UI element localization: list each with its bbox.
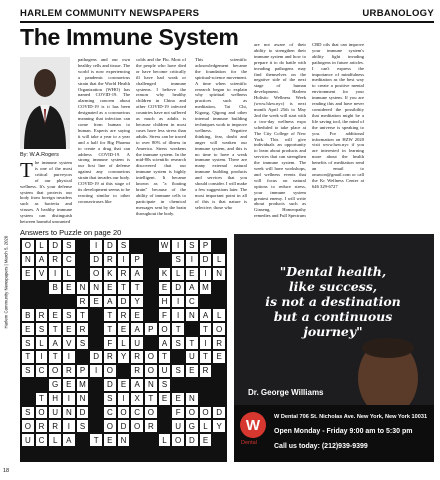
article-column-1 xyxy=(20,160,72,225)
grid-black-square xyxy=(171,378,185,392)
grid-letter-cell: P xyxy=(199,239,213,253)
grid-letter-cell: I xyxy=(62,419,76,433)
article-column-3: colds and the Flu. Most of the people who have died or have become critically ill have had weak or challenged immune systems. I believe the reason why healthy children in China and other COVID-19 infected countries have not suffered as much as adults is because children in most cases have less stress than adults. Stress can be traced to over 80% of illness in America. Stress weakens the immune system. In the mid-80s scientific research discovered that our immune system is highly intelligent. It became known as "a floating brain" because of the ability of immune cells to participate in chemical messages sent by the brain throughout the body. xyxy=(136,57,186,216)
ad-phone: Call us today: (212)939-9399 xyxy=(274,443,368,450)
grid-black-square xyxy=(89,447,103,461)
grid-letter-cell: L xyxy=(212,253,226,267)
grid-letter-cell: R xyxy=(35,419,49,433)
grid-black-square xyxy=(158,253,172,267)
grid-letter-cell: O xyxy=(21,419,35,433)
grid-letter-cell: Y xyxy=(130,295,144,309)
ad-quote-line: but a continuous xyxy=(273,309,393,324)
grid-letter-cell: M xyxy=(76,378,90,392)
grid-black-square xyxy=(35,378,49,392)
grid-letter-cell: E xyxy=(89,295,103,309)
grid-letter-cell: Y xyxy=(212,419,226,433)
article-column-5: are not aware of their ability to strengthen their immune system and how to prepare it to do battle with invading pathogens may find themselves on the negative side of the next stage of human development. Harlem Holistic Wellness Week (www.hlzw.nyc) is next month April 25th to May 2nd the week will start with a two-day wellness expo scheduled to take place at The City College of New York. This will give individuals an opportunity to learn about products and services that can strengthen the immune system. The week will have workshops, and wellness events that will focus on natural options to reduce stress, your immune system greatest enemy. I will write about products such as Ginseng, Homeopathy remedies and Full Spectrum xyxy=(254,42,306,219)
grid-letter-cell: T xyxy=(48,350,62,364)
grid-letter-cell: D xyxy=(185,433,199,447)
grid-letter-cell: T xyxy=(144,392,158,406)
publication-name: HARLEM COMMUNITY NEWSPAPERS xyxy=(20,7,200,19)
grid-letter-cell: U xyxy=(158,364,172,378)
grid-letter-cell: A xyxy=(35,253,49,267)
grid-black-square xyxy=(171,447,185,461)
grid-letter-cell: V xyxy=(62,336,76,350)
grid-letter-cell: T xyxy=(158,350,172,364)
grid-letter-cell: V xyxy=(35,267,49,281)
grid-letter-cell: D xyxy=(117,295,131,309)
side-caption: Harlem Community Newspapers | March 5, 2020 xyxy=(3,235,9,329)
grid-letter-cell: R xyxy=(35,308,49,322)
grid-letter-cell: S xyxy=(117,239,131,253)
grid-letter-cell: H xyxy=(158,295,172,309)
grid-letter-cell: E xyxy=(185,267,199,281)
grid-letter-cell: D xyxy=(171,281,185,295)
grid-letter-cell: I xyxy=(171,308,185,322)
grid-letter-cell: A xyxy=(103,295,117,309)
grid-black-square xyxy=(185,378,199,392)
grid-letter-cell: C xyxy=(130,406,144,420)
grid-black-square xyxy=(89,308,103,322)
grid-letter-cell: S xyxy=(185,239,199,253)
grid-black-square xyxy=(62,447,76,461)
grid-letter-cell: R xyxy=(48,253,62,267)
grid-letter-cell: E xyxy=(171,392,185,406)
masthead xyxy=(20,6,434,20)
grid-letter-cell: T xyxy=(117,281,131,295)
grid-black-square xyxy=(212,295,226,309)
article-column-6: CBD oils that can improve your immune system's ability fight invading pathogens in future articles. I can't express the importance of mindfulness meditation as the best way to create a positive mental environment for your immune system. If you are reading this and have never considered the possibility that meditation might be a life saving tool, the mind of the universe is speaking to you. For additional information on HZW 2020 visit www.hzw.nyc if you are interested in learning more about the health benefits of meditation send an email to onuwon@gmail.com or call the Kr Wellness Center at 646 329-6727 xyxy=(312,42,364,189)
grid-letter-cell: R xyxy=(144,419,158,433)
grid-letter-cell: I xyxy=(48,267,62,281)
grid-letter-cell: S xyxy=(62,239,76,253)
grid-letter-cell: E xyxy=(117,322,131,336)
grid-letter-cell: I xyxy=(89,239,103,253)
grid-letter-cell: S xyxy=(62,308,76,322)
grid-letter-cell: U xyxy=(171,419,185,433)
grid-letter-cell: I xyxy=(35,350,49,364)
grid-letter-cell: A xyxy=(130,322,144,336)
ad-quote-line: journey" xyxy=(303,324,363,339)
grid-letter-cell: A xyxy=(158,336,172,350)
grid-black-square xyxy=(212,364,226,378)
grid-letter-cell: D xyxy=(76,406,90,420)
page-number: 18 xyxy=(3,468,10,474)
grid-letter-cell: A xyxy=(62,433,76,447)
grid-letter-cell: L xyxy=(199,419,213,433)
grid-black-square xyxy=(117,364,131,378)
grid-letter-cell: E xyxy=(158,281,172,295)
grid-black-square xyxy=(89,406,103,420)
grid-letter-cell: T xyxy=(171,322,185,336)
ad-quote-line: is not a destination xyxy=(265,294,401,309)
grid-letter-cell: S xyxy=(171,336,185,350)
grid-letter-cell: S xyxy=(171,253,185,267)
article-column-4: This scientific acknowledgement became the foundation for the spiritual-science movement. A time when scientific research began to explain why spiritual wellness practices such as meditation, Tai Chi, Kigong, Qigong and other internal immune building techniques work to improve wellness. Negative thinking, fear, doubt and anger will weaken our immune system, and this is no time to have a weak immune system. There are many external natural immune building products and services that you should consider. I will make a few suggestions later. The most important point in all of this is that nature is selective; those who xyxy=(195,57,247,210)
ad-hours: Open Monday - Friday 9:00 am to 5:30 pm xyxy=(274,428,413,435)
grid-letter-cell: E xyxy=(103,281,117,295)
article-column-2: pathogens and our own healthy cells and tissue. The world is now experiencing a pandemic coronavirus strain that the World Health Organization (WHO) has named COVID-19. The alarming concern about COVID-19 is it has been designated as a coronavirus meaning that infection can come from human to human. Experts are saying it will take a year to a year and a half for Big Pharma to create a drug that can address COVID-19. A strong immune system is our first line of defense against any coronavirus strain that invades our body. COVID-19 at this stage of its development seems to be reacting similar to other coronaviruses like xyxy=(78,57,130,204)
grid-black-square xyxy=(199,392,213,406)
grid-letter-cell: A xyxy=(185,281,199,295)
ad-quote-line: like success, xyxy=(288,279,378,294)
grid-black-square xyxy=(144,281,158,295)
grid-letter-cell: C xyxy=(35,433,49,447)
article-headline: The Immune System xyxy=(20,24,239,50)
grid-letter-cell: U xyxy=(130,336,144,350)
grid-letter-cell: T xyxy=(89,433,103,447)
grid-letter-cell: F xyxy=(103,336,117,350)
grid-letter-cell: S xyxy=(21,364,35,378)
grid-letter-cell: E xyxy=(212,350,226,364)
grid-letter-cell: N xyxy=(76,392,90,406)
grid-black-square xyxy=(48,295,62,309)
grid-letter-cell: X xyxy=(130,392,144,406)
grid-letter-cell: D xyxy=(199,253,213,267)
grid-black-square xyxy=(76,433,90,447)
grid-black-square xyxy=(199,295,213,309)
grid-letter-cell: L xyxy=(35,239,49,253)
grid-letter-cell: R xyxy=(212,336,226,350)
grid-letter-cell: S xyxy=(158,378,172,392)
grid-letter-cell: U xyxy=(48,406,62,420)
grid-black-square xyxy=(48,447,62,461)
grid-letter-cell: O xyxy=(158,322,172,336)
grid-letter-cell: N xyxy=(76,281,90,295)
grid-letter-cell: Y xyxy=(117,350,131,364)
grid-black-square xyxy=(144,253,158,267)
grid-letter-cell: R xyxy=(199,364,213,378)
grid-letter-cell: O xyxy=(21,239,35,253)
grid-black-square xyxy=(212,239,226,253)
grid-letter-cell: L xyxy=(35,336,49,350)
grid-black-square xyxy=(130,433,144,447)
grid-letter-cell: I xyxy=(199,336,213,350)
grid-black-square xyxy=(62,295,76,309)
grid-letter-cell: O xyxy=(199,406,213,420)
ad-quote xyxy=(248,264,418,339)
grid-letter-cell: T xyxy=(199,322,213,336)
grid-black-square xyxy=(199,447,213,461)
grid-letter-cell: N xyxy=(185,308,199,322)
grid-black-square xyxy=(35,447,49,461)
grid-letter-cell: I xyxy=(199,267,213,281)
grid-letter-cell: N xyxy=(144,378,158,392)
ad-address: W Dental 706 St. Nicholas Ave. New York, New York 10031 xyxy=(274,414,428,420)
grid-letter-cell: L xyxy=(48,433,62,447)
grid-letter-cell: D xyxy=(117,419,131,433)
grid-letter-cell: O xyxy=(89,267,103,281)
drop-cap: T xyxy=(20,158,33,182)
grid-letter-cell: I xyxy=(171,295,185,309)
grid-letter-cell: I xyxy=(171,239,185,253)
grid-letter-cell: S xyxy=(76,419,90,433)
grid-letter-cell: O xyxy=(144,350,158,364)
masthead-rule xyxy=(20,21,434,23)
grid-letter-cell: A xyxy=(130,267,144,281)
grid-letter-cell: N xyxy=(62,406,76,420)
grid-black-square xyxy=(21,295,35,309)
grid-black-square xyxy=(185,322,199,336)
grid-black-square xyxy=(212,433,226,447)
grid-letter-cell: C xyxy=(103,406,117,420)
grid-letter-cell: P xyxy=(130,253,144,267)
author-photo xyxy=(20,57,70,149)
grid-letter-cell: E xyxy=(130,308,144,322)
grid-letter-cell: R xyxy=(76,322,90,336)
grid-letter-cell: T xyxy=(76,308,90,322)
grid-letter-cell: N xyxy=(117,433,131,447)
grid-letter-cell: B xyxy=(48,281,62,295)
grid-letter-cell: N xyxy=(89,281,103,295)
grid-letter-cell: R xyxy=(76,295,90,309)
grid-letter-cell: O xyxy=(103,364,117,378)
grid-letter-cell: K xyxy=(103,267,117,281)
grid-letter-cell: G xyxy=(48,378,62,392)
grid-black-square xyxy=(171,350,185,364)
ad-quote-line: "Dental health, xyxy=(279,264,387,279)
grid-letter-cell: S xyxy=(103,392,117,406)
grid-letter-cell: S xyxy=(21,336,35,350)
dental-advertisement xyxy=(234,234,434,462)
grid-black-square xyxy=(158,406,172,420)
grid-black-square xyxy=(144,295,158,309)
grid-letter-cell: C xyxy=(35,364,49,378)
grid-letter-cell: T xyxy=(35,392,49,406)
grid-black-square xyxy=(103,447,117,461)
grid-black-square xyxy=(144,267,158,281)
grid-letter-cell: T xyxy=(21,350,35,364)
w-dental-logo: W xyxy=(240,412,266,438)
grid-black-square xyxy=(144,239,158,253)
grid-letter-cell: E xyxy=(62,378,76,392)
grid-letter-cell: E xyxy=(158,392,172,406)
grid-letter-cell: T xyxy=(103,308,117,322)
grid-letter-cell: O xyxy=(144,406,158,420)
grid-letter-cell: D xyxy=(103,378,117,392)
grid-letter-cell: O xyxy=(185,406,199,420)
grid-letter-cell: M xyxy=(199,281,213,295)
grid-letter-cell: L xyxy=(171,267,185,281)
grid-letter-cell: O xyxy=(35,406,49,420)
grid-black-square xyxy=(35,281,49,295)
grid-letter-cell: W xyxy=(158,239,172,253)
grid-letter-cell: O xyxy=(212,322,226,336)
grid-letter-cell: R xyxy=(48,419,62,433)
grid-black-square xyxy=(185,447,199,461)
grid-letter-cell: A xyxy=(48,336,62,350)
grid-letter-cell: I xyxy=(117,392,131,406)
grid-letter-cell: I xyxy=(117,253,131,267)
grid-letter-cell: R xyxy=(117,308,131,322)
grid-letter-cell: N xyxy=(21,253,35,267)
grid-letter-cell: O xyxy=(144,364,158,378)
grid-letter-cell: D xyxy=(48,239,62,253)
grid-black-square xyxy=(199,378,213,392)
grid-letter-cell: E xyxy=(185,364,199,378)
crossword-answer-grid xyxy=(20,238,227,462)
grid-letter-cell: T xyxy=(103,322,117,336)
grid-letter-cell: R xyxy=(103,253,117,267)
doctor-name: Dr. George Williams xyxy=(248,388,324,397)
grid-black-square xyxy=(144,447,158,461)
grid-black-square xyxy=(89,419,103,433)
grid-letter-cell: T xyxy=(199,350,213,364)
grid-black-square xyxy=(212,392,226,406)
grid-letter-cell: C xyxy=(185,295,199,309)
grid-letter-cell: L xyxy=(117,336,131,350)
grid-letter-cell: L xyxy=(212,308,226,322)
puzzle-answers-title: Answers to Puzzle on page 20 xyxy=(20,228,122,237)
grid-letter-cell: R xyxy=(103,350,117,364)
grid-black-square xyxy=(89,336,103,350)
grid-letter-cell: F xyxy=(171,406,185,420)
grid-letter-cell: E xyxy=(103,433,117,447)
grid-black-square xyxy=(35,295,49,309)
grid-letter-cell: U xyxy=(21,433,35,447)
grid-black-square xyxy=(21,447,35,461)
grid-letter-cell: F xyxy=(158,308,172,322)
grid-letter-cell: E xyxy=(62,281,76,295)
grid-black-square xyxy=(76,350,90,364)
grid-black-square xyxy=(89,322,103,336)
grid-letter-cell: P xyxy=(76,364,90,378)
grid-letter-cell: O xyxy=(130,419,144,433)
grid-letter-cell: R xyxy=(117,267,131,281)
grid-letter-cell: D xyxy=(89,253,103,267)
section-name: URBANOLOGY xyxy=(362,7,434,19)
grid-letter-cell: B xyxy=(21,308,35,322)
grid-black-square xyxy=(212,281,226,295)
grid-letter-cell: T xyxy=(185,336,199,350)
grid-letter-cell: N xyxy=(185,392,199,406)
grid-letter-cell: T xyxy=(48,322,62,336)
grid-letter-cell: D xyxy=(212,406,226,420)
grid-letter-cell: E xyxy=(21,267,35,281)
grid-letter-cell: S xyxy=(76,336,90,350)
grid-letter-cell: S xyxy=(35,322,49,336)
article-byline: By: W.A.Rogers xyxy=(20,152,59,158)
grid-letter-cell: E xyxy=(62,322,76,336)
grid-letter-cell: E xyxy=(48,308,62,322)
grid-black-square xyxy=(76,447,90,461)
grid-letter-cell: D xyxy=(103,239,117,253)
grid-letter-cell: P xyxy=(144,322,158,336)
grid-letter-cell: I xyxy=(185,253,199,267)
grid-black-square xyxy=(144,336,158,350)
grid-letter-cell: O xyxy=(48,364,62,378)
grid-letter-cell: T xyxy=(130,281,144,295)
grid-black-square xyxy=(21,378,35,392)
grid-black-square xyxy=(76,239,90,253)
grid-letter-cell: L xyxy=(62,267,76,281)
grid-letter-cell: O xyxy=(171,433,185,447)
grid-letter-cell: S xyxy=(21,406,35,420)
grid-letter-cell: K xyxy=(158,267,172,281)
grid-letter-cell: D xyxy=(89,350,103,364)
grid-letter-cell: E xyxy=(117,378,131,392)
grid-letter-cell: G xyxy=(185,419,199,433)
grid-letter-cell: R xyxy=(130,364,144,378)
grid-letter-cell: E xyxy=(21,322,35,336)
grid-letter-cell: L xyxy=(158,433,172,447)
grid-black-square xyxy=(117,447,131,461)
grid-black-square xyxy=(130,447,144,461)
article-column-1-text: he immune system is one of the most critical purveyors of our physical wellness. It's your defense system that protects our body from foreign invaders such as bacteria and viruses. A healthy immune system can distinguish between harmful unwanted xyxy=(20,160,72,225)
grid-black-square xyxy=(158,419,172,433)
grid-letter-cell: R xyxy=(62,364,76,378)
grid-black-square xyxy=(212,447,226,461)
grid-letter-cell: C xyxy=(62,253,76,267)
grid-letter-cell: O xyxy=(103,419,117,433)
grid-black-square xyxy=(21,281,35,295)
grid-black-square xyxy=(21,392,35,406)
grid-letter-cell: E xyxy=(199,433,213,447)
grid-letter-cell: R xyxy=(130,350,144,364)
grid-letter-cell: H xyxy=(48,392,62,406)
grid-letter-cell: I xyxy=(62,350,76,364)
grid-black-square xyxy=(76,267,90,281)
grid-letter-cell: A xyxy=(199,308,213,322)
grid-letter-cell: A xyxy=(130,378,144,392)
grid-black-square xyxy=(89,378,103,392)
grid-letter-cell: O xyxy=(117,406,131,420)
grid-black-square xyxy=(130,239,144,253)
grid-black-square xyxy=(144,433,158,447)
grid-black-square xyxy=(76,253,90,267)
grid-letter-cell: N xyxy=(212,267,226,281)
grid-letter-cell: I xyxy=(62,392,76,406)
grid-black-square xyxy=(212,378,226,392)
grid-black-square xyxy=(144,308,158,322)
grid-letter-cell: U xyxy=(185,350,199,364)
grid-black-square xyxy=(158,447,172,461)
logo-text: Dental xyxy=(241,440,257,446)
grid-black-square xyxy=(89,392,103,406)
grid-letter-cell: I xyxy=(89,364,103,378)
grid-letter-cell: S xyxy=(171,364,185,378)
